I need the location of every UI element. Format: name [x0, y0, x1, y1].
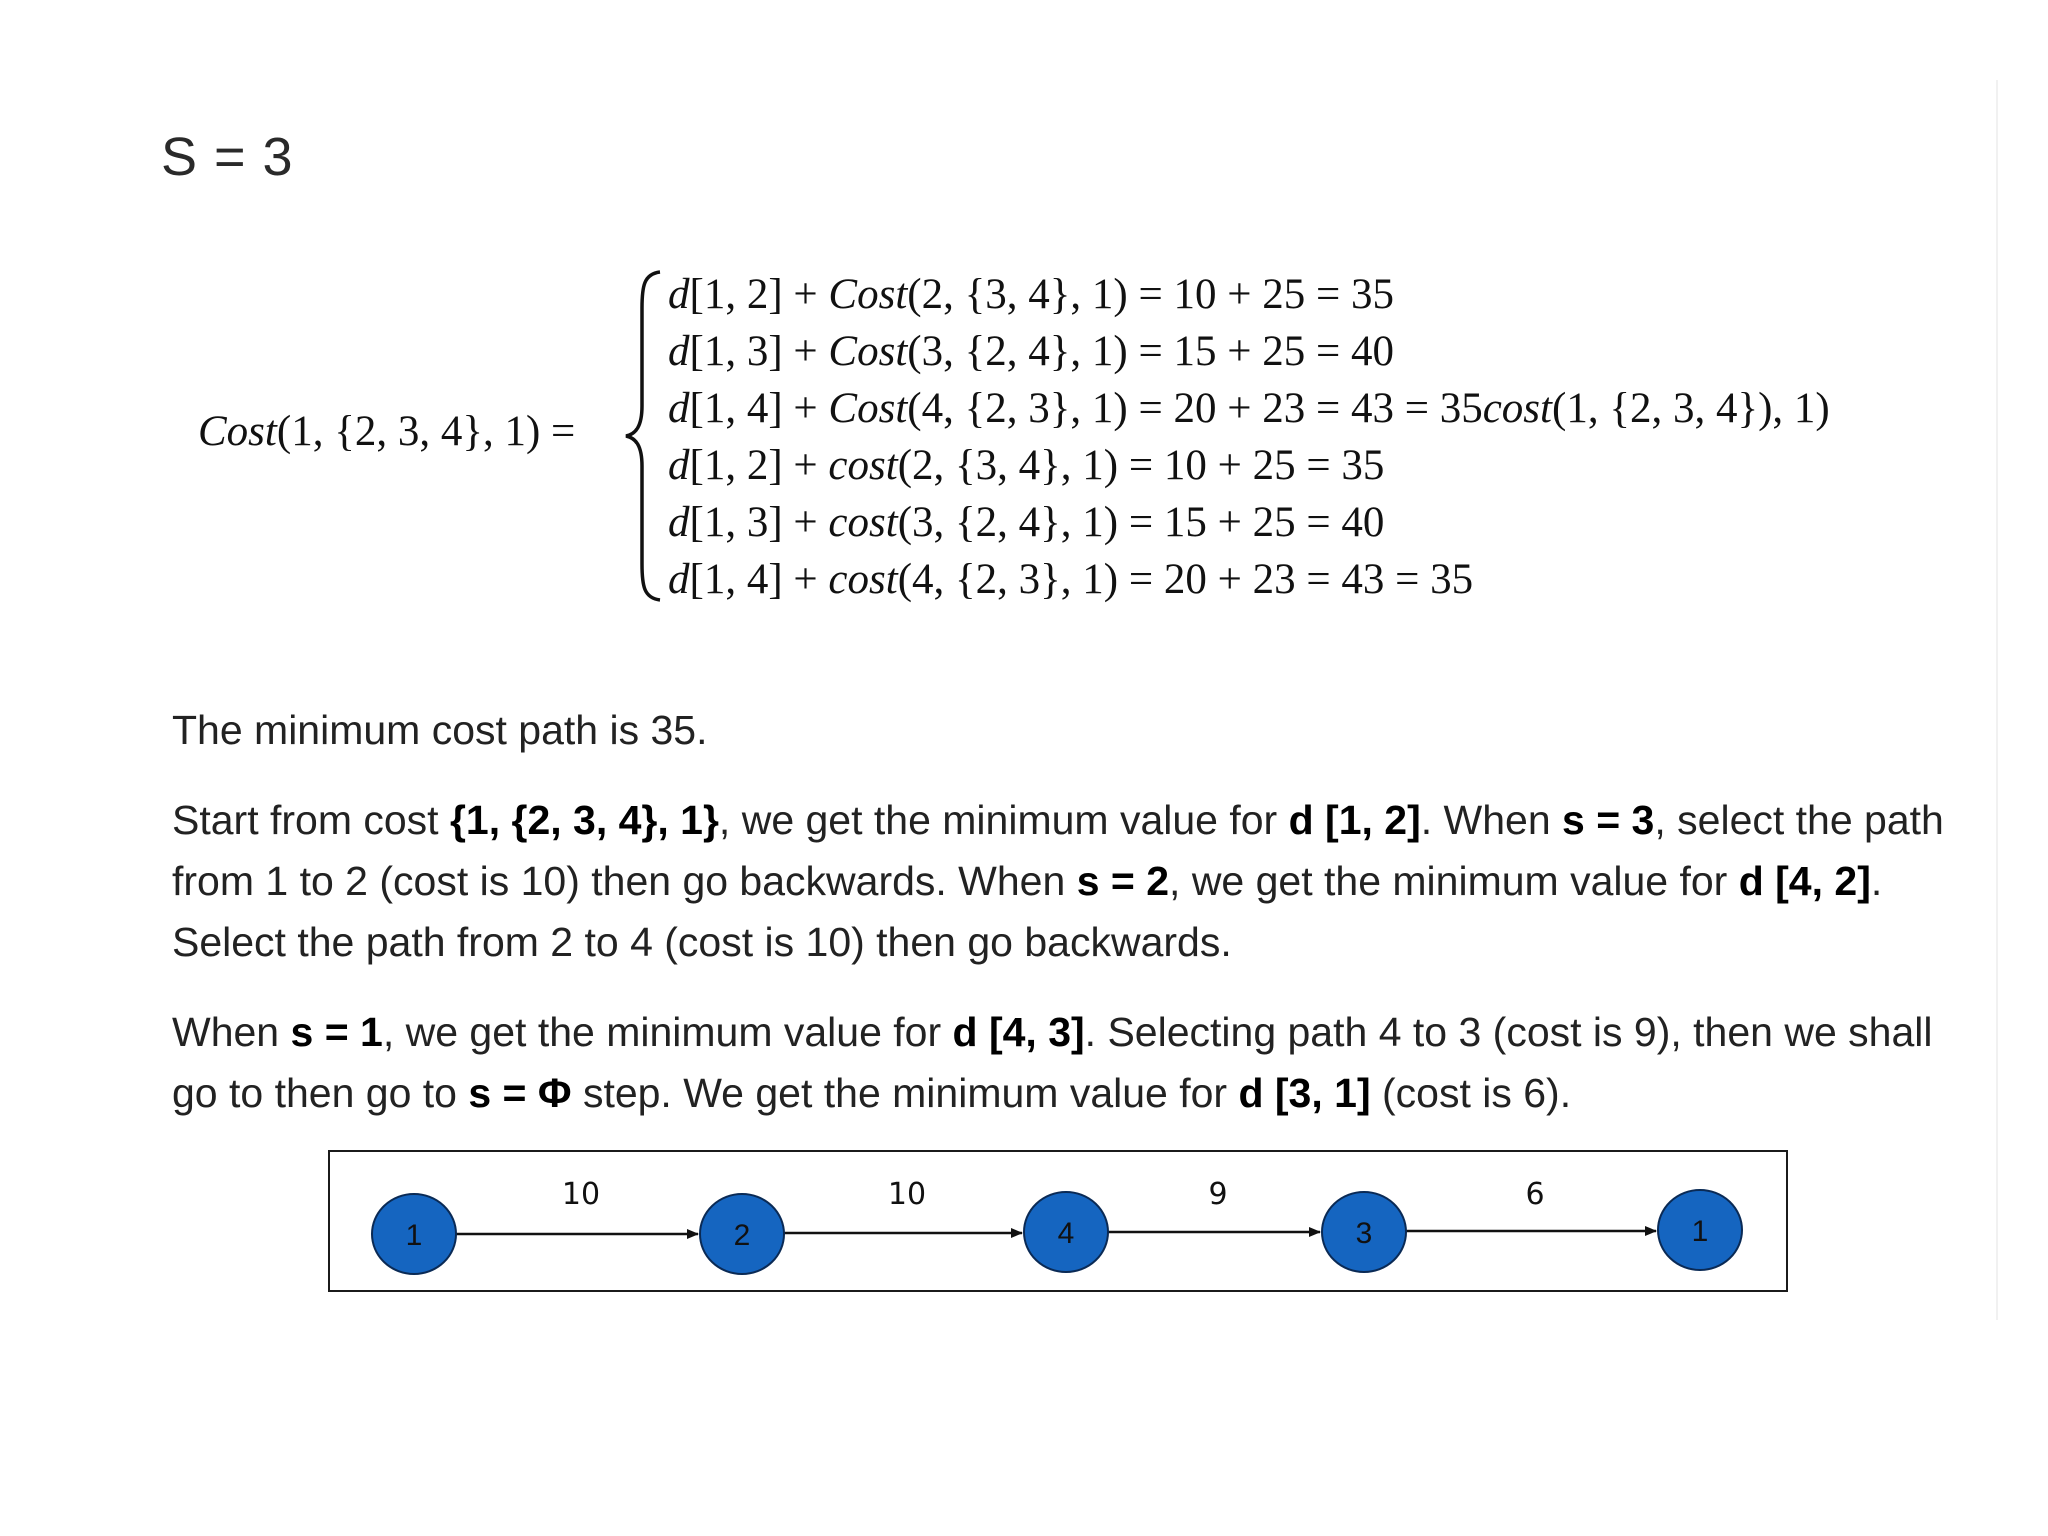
step-heading: S = 3	[161, 127, 294, 187]
page-right-border	[1996, 80, 1998, 1320]
edge-weight-2: 10	[887, 1177, 927, 1212]
case-line-1: d[1, 2] + Cost(2, {3, 4}, 1) = 10 + 25 = 35	[668, 271, 1394, 318]
node-label-2: 2	[733, 1219, 751, 1252]
node-label-3: 4	[1057, 1217, 1075, 1250]
node-label-5: 1	[1691, 1215, 1709, 1248]
lhs-arguments: (1, {2, 3, 4}, 1) =	[276, 408, 576, 455]
lhs-function: Cost	[198, 408, 277, 455]
cases-brace	[620, 268, 668, 604]
path-diagram	[328, 1150, 1788, 1292]
edge-weight-1: 10	[561, 1177, 601, 1212]
case-line-2: d[1, 3] + Cost(3, {2, 4}, 1) = 15 + 25 = 40	[668, 328, 1394, 375]
equation-lhs	[198, 407, 575, 456]
edge-weight-4: 6	[1525, 1177, 1545, 1212]
node-label-1: 1	[405, 1219, 423, 1252]
case-line-6: d[1, 4] + cost(4, {2, 3}, 1) = 20 + 23 = 43 = 35	[668, 556, 1474, 603]
paragraph-when-s-equals-1: When s = 1, we get the minimum value for d [4, 3]. Selecting path 4 to 3 (cost is 9), then we shall go to then go to s = Φ step. We get the minimum value for d [3, 1] (cost is 6).	[172, 1009, 1933, 1116]
case-line-3: d[1, 4] + Cost(4, {2, 3}, 1) = 20 + 23 = 43 = 35cost(1, {2, 3, 4}), 1)	[668, 385, 1830, 432]
case-line-4: d[1, 2] + cost(2, {3, 4}, 1) = 10 + 25 = 35	[668, 442, 1385, 489]
paragraph-minimum-cost: The minimum cost path is 35.	[172, 707, 708, 753]
paragraph-start-from-cost: Start from cost {1, {2, 3, 4}, 1}, we get the minimum value for d [1, 2]. When s = 3, select the path from 1 to 2 (cost is 10) then go backwards. When s = 2, we get the minimum value for d [4, 2]. Select the path from 2 to 4 (cost is 10) then go backwards.	[172, 797, 1944, 965]
path-diagram-svg	[330, 1152, 1786, 1290]
case-line-5: d[1, 3] + cost(3, {2, 4}, 1) = 15 + 25 = 40	[668, 499, 1385, 546]
edge-weight-3: 9	[1208, 1177, 1228, 1212]
node-label-4: 3	[1355, 1217, 1373, 1250]
